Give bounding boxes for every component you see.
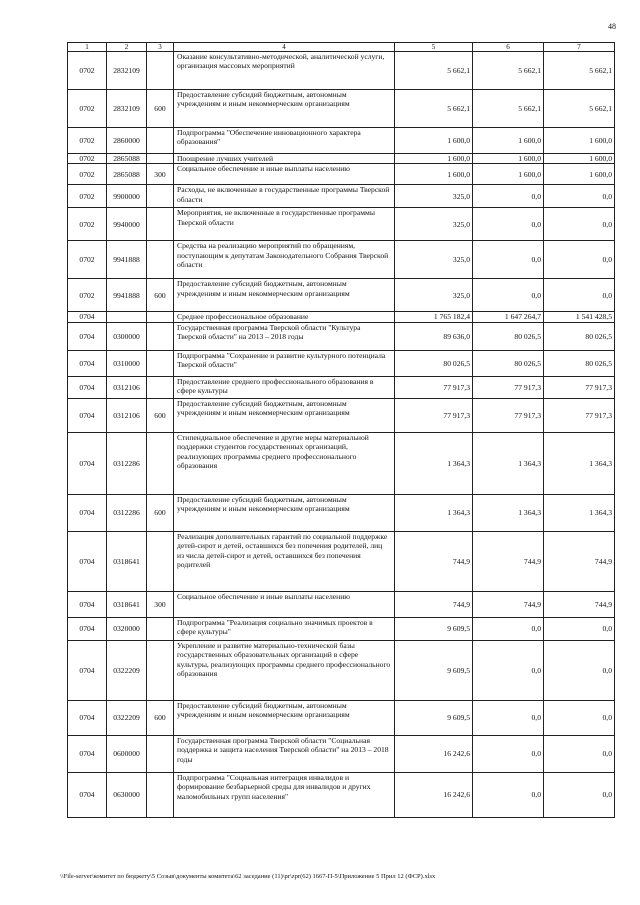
target-article-code: 0600000 <box>107 735 147 772</box>
amount-year-3: 1 364,3 <box>544 494 615 531</box>
section-code: 0702 <box>68 241 107 279</box>
item-description: Социальное обеспечение и иные выплаты населению <box>174 164 395 185</box>
section-code: 0702 <box>68 185 107 208</box>
section-code: 0704 <box>68 432 107 494</box>
amount-year-1: 1 600,0 <box>395 128 473 154</box>
table-row <box>68 241 615 279</box>
amount-year-1: 325,0 <box>395 241 473 279</box>
table-row <box>68 617 615 640</box>
section-code: 0704 <box>68 772 107 817</box>
target-article-code: 0312286 <box>107 432 147 494</box>
target-article-code: 2865088 <box>107 154 147 164</box>
target-article-code: 0630000 <box>107 772 147 817</box>
amount-year-1: 16 242,6 <box>395 772 473 817</box>
item-description: Подпрограмма "Сохранение и развитие культурного потенциала Тверской области" <box>174 350 395 376</box>
section-code: 0704 <box>68 640 107 700</box>
target-article-code: 9941888 <box>107 279 147 312</box>
amount-year-3: 0,0 <box>544 208 615 241</box>
expense-type-code <box>147 350 174 376</box>
target-article-code: 9940000 <box>107 208 147 241</box>
amount-year-3: 0,0 <box>544 772 615 817</box>
target-article-code: 0322209 <box>107 640 147 700</box>
expense-type-code <box>147 128 174 154</box>
amount-year-3: 1 541 428,5 <box>544 312 615 322</box>
expense-type-code <box>147 432 174 494</box>
section-code: 0702 <box>68 128 107 154</box>
expense-type-code <box>147 376 174 398</box>
amount-year-2: 1 647 264,7 <box>473 312 544 322</box>
target-article-code: 0322209 <box>107 700 147 735</box>
target-article-code: 0310000 <box>107 350 147 376</box>
amount-year-2: 80 026,5 <box>473 350 544 376</box>
column-header: 6 <box>473 43 544 52</box>
amount-year-3: 744,9 <box>544 591 615 617</box>
amount-year-3: 80 026,5 <box>544 322 615 350</box>
amount-year-3: 0,0 <box>544 241 615 279</box>
amount-year-3: 77 917,3 <box>544 398 615 432</box>
amount-year-1: 325,0 <box>395 208 473 241</box>
item-description: Предоставление субсидий бюджетным, автономным учреждениям и иным некоммерческим организациям <box>174 90 395 128</box>
table-row <box>68 154 615 164</box>
amount-year-1: 1 600,0 <box>395 154 473 164</box>
amount-year-2: 5 662,1 <box>473 90 544 128</box>
target-article-code: 0312106 <box>107 398 147 432</box>
amount-year-1: 1 600,0 <box>395 164 473 185</box>
table-row <box>68 350 615 376</box>
section-code: 0704 <box>68 350 107 376</box>
target-article-code: 9941888 <box>107 241 147 279</box>
amount-year-2: 0,0 <box>473 208 544 241</box>
expense-type-code <box>147 241 174 279</box>
section-code: 0702 <box>68 164 107 185</box>
amount-year-2: 1 600,0 <box>473 164 544 185</box>
expense-type-code <box>147 772 174 817</box>
amount-year-1: 89 636,0 <box>395 322 473 350</box>
table-row <box>68 322 615 350</box>
expense-type-code: 600 <box>147 494 174 531</box>
amount-year-2: 0,0 <box>473 640 544 700</box>
table-row <box>68 432 615 494</box>
amount-year-2: 1 600,0 <box>473 154 544 164</box>
section-code: 0704 <box>68 591 107 617</box>
amount-year-3: 1 364,3 <box>544 432 615 494</box>
expense-type-code: 600 <box>147 90 174 128</box>
amount-year-2: 0,0 <box>473 617 544 640</box>
section-code: 0704 <box>68 617 107 640</box>
table-row <box>68 591 615 617</box>
amount-year-3: 1 600,0 <box>544 128 615 154</box>
item-description: Предоставление среднего профессионального образования в сфере культуры <box>174 376 395 398</box>
amount-year-1: 80 026,5 <box>395 350 473 376</box>
target-article-code: 0312106 <box>107 376 147 398</box>
item-description: Поощрение лучших учителей <box>174 154 395 164</box>
target-article-code: 2860000 <box>107 128 147 154</box>
expense-type-code: 600 <box>147 398 174 432</box>
item-description: Предоставление субсидий бюджетным, автономным учреждениям и иным некоммерческим организациям <box>174 700 395 735</box>
amount-year-1: 77 917,3 <box>395 398 473 432</box>
budget-table <box>67 42 615 818</box>
section-code: 0704 <box>68 735 107 772</box>
amount-year-1: 1 364,3 <box>395 432 473 494</box>
amount-year-1: 9 609,5 <box>395 617 473 640</box>
amount-year-3: 0,0 <box>544 185 615 208</box>
amount-year-2: 0,0 <box>473 772 544 817</box>
expense-type-code <box>147 312 174 322</box>
expense-type-code: 600 <box>147 700 174 735</box>
amount-year-2: 0,0 <box>473 700 544 735</box>
section-code: 0704 <box>68 494 107 531</box>
amount-year-3: 1 600,0 <box>544 154 615 164</box>
amount-year-3: 0,0 <box>544 735 615 772</box>
target-article-code: 9900000 <box>107 185 147 208</box>
amount-year-2: 77 917,3 <box>473 398 544 432</box>
table-row <box>68 494 615 531</box>
table-row <box>68 398 615 432</box>
amount-year-1: 325,0 <box>395 185 473 208</box>
expense-type-code <box>147 531 174 591</box>
amount-year-2: 80 026,5 <box>473 322 544 350</box>
section-code: 0702 <box>68 90 107 128</box>
section-code: 0704 <box>68 322 107 350</box>
expense-type-code <box>147 208 174 241</box>
section-code: 0704 <box>68 312 107 322</box>
section-code: 0704 <box>68 700 107 735</box>
item-description: Расходы, не включенные в государственные программы Тверской области <box>174 185 395 208</box>
amount-year-1: 16 242,6 <box>395 735 473 772</box>
amount-year-3: 1 600,0 <box>544 164 615 185</box>
item-description: Подпрограмма "Социальная интеграция инвалидов и формирование безбарьерной среды для инвалидов и других маломобильных групп населения" <box>174 772 395 817</box>
item-description: Социальное обеспечение и иные выплаты населению <box>174 591 395 617</box>
amount-year-1: 1 364,3 <box>395 494 473 531</box>
table-row <box>68 700 615 735</box>
amount-year-1: 1 765 182,4 <box>395 312 473 322</box>
expense-type-code: 300 <box>147 591 174 617</box>
section-code: 0704 <box>68 531 107 591</box>
table-row <box>68 128 615 154</box>
item-description: Предоставление субсидий бюджетным, автономным учреждениям и иным некоммерческим организациям <box>174 279 395 312</box>
item-description: Реализация дополнительных гарантий по социальной поддержке детей-сирот и детей, оставшихся без попечения родителей, лиц из числа детей-сирот и детей, оставшихся без попечения родителей <box>174 531 395 591</box>
amount-year-1: 9 609,5 <box>395 700 473 735</box>
target-article-code: 0300000 <box>107 322 147 350</box>
column-header: 1 <box>68 43 107 52</box>
item-description: Государственная программа Тверской области "Культура Тверской области" на 2013 – 2018 годы <box>174 322 395 350</box>
item-description: Подпрограмма "Обеспечение инновационного характера образования" <box>174 128 395 154</box>
expense-type-code <box>147 617 174 640</box>
file-path-footer: \\File-server\комитет по бюджету\5 Созыв\документы комитета\62 заседание (11)\pr\zpr(62) 1667-П-5\Приложение 5 Прил 12 (ФСР).xlsx <box>60 873 436 880</box>
section-code: 0704 <box>68 398 107 432</box>
item-description: Стипендиальное обеспечение и другие меры материальной поддержки студентов государственных организаций, реализующих программы среднего профессионального образования <box>174 432 395 494</box>
section-code: 0702 <box>68 279 107 312</box>
target-article-code: 0320000 <box>107 617 147 640</box>
target-article-code: 0318641 <box>107 591 147 617</box>
table-row <box>68 279 615 312</box>
amount-year-3: 5 662,1 <box>544 90 615 128</box>
column-header: 4 <box>174 43 395 52</box>
table-row <box>68 531 615 591</box>
table-row <box>68 376 615 398</box>
amount-year-1: 325,0 <box>395 279 473 312</box>
item-description: Укрепление и развитие материально-технической базы государственных образовательных организаций в сфере культуры, реализующих программы среднего профессионального образования <box>174 640 395 700</box>
expense-type-code <box>147 735 174 772</box>
expense-type-code <box>147 322 174 350</box>
amount-year-2: 1 600,0 <box>473 128 544 154</box>
target-article-code: 0318641 <box>107 531 147 591</box>
table-row <box>68 208 615 241</box>
item-description: Оказание консультативно-методической, аналитической услуги, организация массовых мероприятий <box>174 52 395 90</box>
amount-year-2: 0,0 <box>473 279 544 312</box>
expense-type-code <box>147 185 174 208</box>
table-row <box>68 312 615 322</box>
amount-year-3: 77 917,3 <box>544 376 615 398</box>
item-description: Средства на реализацию мероприятий по обращениям, поступающим к депутатам Законодательного Собрания Тверской области <box>174 241 395 279</box>
expense-type-code <box>147 52 174 90</box>
section-code: 0702 <box>68 154 107 164</box>
amount-year-1: 5 662,1 <box>395 52 473 90</box>
item-description: Подпрограмма "Реализация социально значимых проектов в сфере культуры" <box>174 617 395 640</box>
amount-year-3: 80 026,5 <box>544 350 615 376</box>
amount-year-3: 744,9 <box>544 531 615 591</box>
table-row <box>68 164 615 185</box>
amount-year-2: 0,0 <box>473 241 544 279</box>
table-row <box>68 52 615 90</box>
amount-year-2: 1 364,3 <box>473 494 544 531</box>
column-header: 3 <box>147 43 174 52</box>
amount-year-3: 0,0 <box>544 617 615 640</box>
amount-year-2: 5 662,1 <box>473 52 544 90</box>
column-header: 7 <box>544 43 615 52</box>
amount-year-1: 5 662,1 <box>395 90 473 128</box>
page-number: 48 <box>608 22 616 31</box>
amount-year-3: 0,0 <box>544 700 615 735</box>
expense-type-code <box>147 640 174 700</box>
amount-year-2: 0,0 <box>473 735 544 772</box>
expense-type-code: 600 <box>147 279 174 312</box>
amount-year-2: 0,0 <box>473 185 544 208</box>
table-row <box>68 640 615 700</box>
amount-year-2: 744,9 <box>473 591 544 617</box>
target-article-code: 2832109 <box>107 90 147 128</box>
column-header: 2 <box>107 43 147 52</box>
target-article-code: 2865088 <box>107 164 147 185</box>
expense-type-code <box>147 154 174 164</box>
amount-year-1: 744,9 <box>395 531 473 591</box>
item-description: Предоставление субсидий бюджетным, автономным учреждениям и иным некоммерческим организациям <box>174 398 395 432</box>
item-description: Предоставление субсидий бюджетным, автономным учреждениям и иным некоммерческим организациям <box>174 494 395 531</box>
target-article-code: 0312286 <box>107 494 147 531</box>
amount-year-3: 5 662,1 <box>544 52 615 90</box>
table-row <box>68 772 615 817</box>
column-header: 5 <box>395 43 473 52</box>
item-description: Мероприятия, не включенные в государственные программы Тверской области <box>174 208 395 241</box>
item-description: Государственная программа Тверской области "Социальная поддержка и защита населения Тверской области" на 2013 – 2018 годы <box>174 735 395 772</box>
amount-year-1: 9 609,5 <box>395 640 473 700</box>
amount-year-1: 744,9 <box>395 591 473 617</box>
amount-year-3: 0,0 <box>544 640 615 700</box>
expense-type-code: 300 <box>147 164 174 185</box>
target-article-code <box>107 312 147 322</box>
amount-year-1: 77 917,3 <box>395 376 473 398</box>
section-code: 0702 <box>68 208 107 241</box>
table-row <box>68 90 615 128</box>
table-row <box>68 735 615 772</box>
amount-year-2: 744,9 <box>473 531 544 591</box>
amount-year-2: 1 364,3 <box>473 432 544 494</box>
item-description: Среднее профессиональное образование <box>174 312 395 322</box>
table-row <box>68 185 615 208</box>
amount-year-2: 77 917,3 <box>473 376 544 398</box>
amount-year-3: 0,0 <box>544 279 615 312</box>
section-code: 0704 <box>68 376 107 398</box>
target-article-code: 2832109 <box>107 52 147 90</box>
section-code: 0702 <box>68 52 107 90</box>
header-row <box>68 43 615 52</box>
